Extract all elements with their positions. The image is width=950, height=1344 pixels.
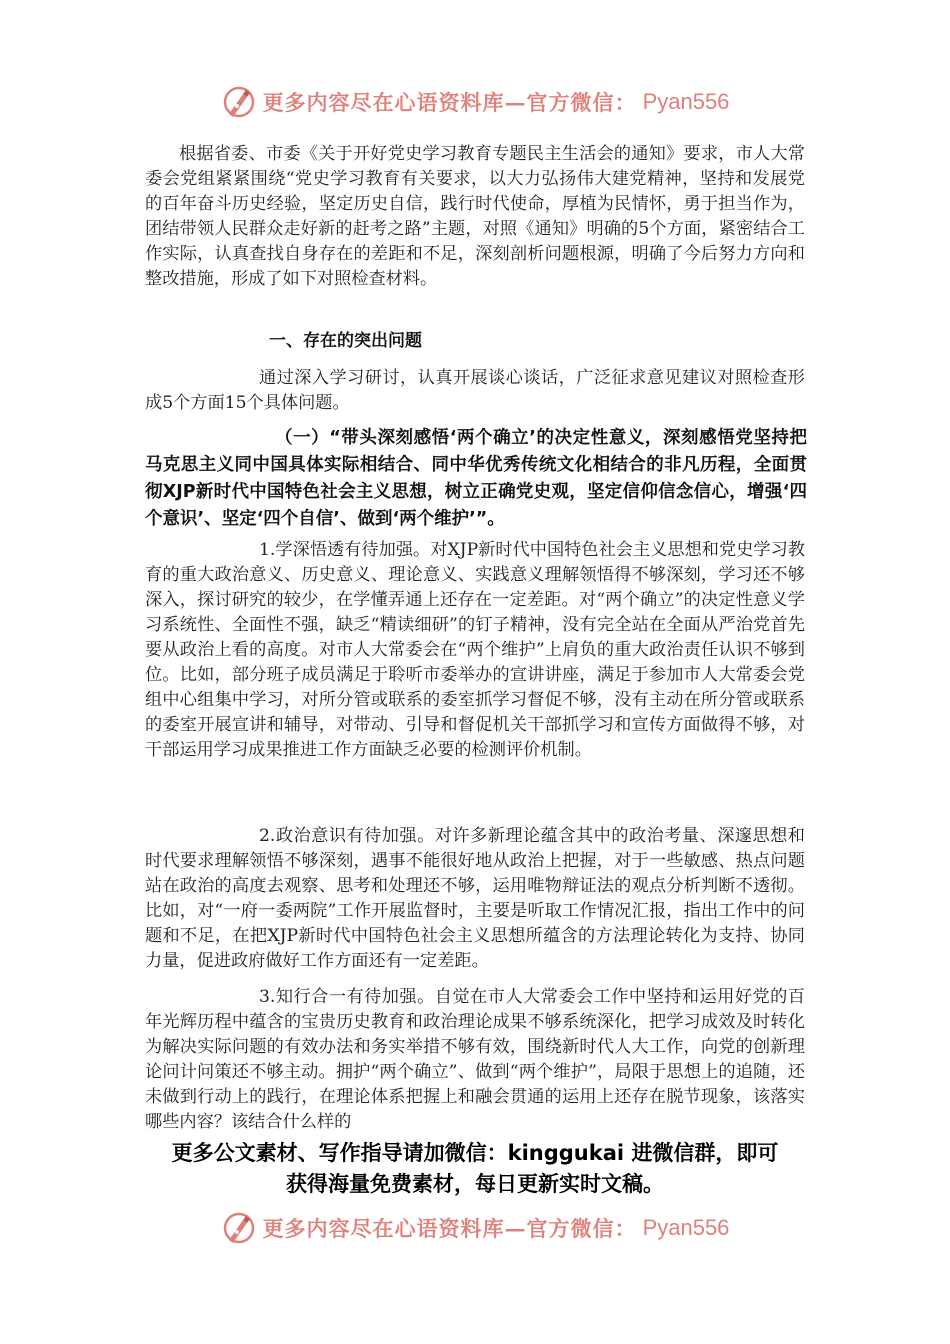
- watermark-text: 更多内容尽在心语资料库—官方微信：: [262, 1216, 637, 1241]
- watermark-footer: [0, 1208, 950, 1248]
- pen-circle-logo-icon: [221, 1210, 257, 1246]
- promo-line-1: 更多公文素材、写作指导请加微信：kinggukai 进微信群，即可: [171, 1141, 779, 1165]
- item-paragraph-1: 1.学深悟透有待加强。对XJP新时代中国特色社会主义思想和党史学习教育的重大政治意义、历史意义、理论意义、实践意义理解领悟得不够深刻，学习还不够深入，探讨研究的较少，在学懂弄通上还存在一定差距。对“两个确立”的决定性意义学习系统性、全面性不强，缺乏“精读细研”的钉子精神，没有完全站在全面从严治党首先要从政治上看的高度。对市人大常委会在“两个维护”上肩负的重大政治责任认识不够到位。比如，部分班子成员满足于聆听市委举办的宣讲讲座，满足于参加市人大常委会党组中心组集中学习，对所分管或联系的委室抓学习督促不够，没有主动在所分管或联系的委室开展宣讲和辅导，对带动、引导和督促机关干部抓学习和宣传方面做得不够，对干部运用学习成果推进工作方面缺乏必要的检测评价机制。: [145, 540, 805, 760]
- intro-paragraph: 根据省委、市委《关于开好党史学习教育专题民主生活会的通知》要求，市人大常委会党组紧紧围绕“党史学习教育有关要求，以大力弘扬伟大建党精神，坚持和发展党的百年奋斗历史经验，坚定历史自信，践行时代使命，厚植为民情怀，勇于担当作为，团结带领人民群众走好新的赶考之路”主题，对照《通知》明确的5个方面，紧密结合工作实际，认真查找自身存在的差距和不足，深刻剖析问题根源，明确了今后努力方向和整改措施，形成了如下对照检查材料。: [145, 144, 805, 289]
- subsection-heading: （一）“带头深刻感悟‘两个确立’的决定性意义，深刻感悟党坚持把马克思主义同中国具体实际相结合、同中华优秀传统文化相结合的非凡历程，全面贯彻XJP新时代中国特色社会主义思想，树立正确党史观，坚定信仰信念信心，增强‘四个意识’、坚定‘四个自信’、做到‘两个维护’”。: [145, 428, 807, 529]
- watermark-header: [0, 82, 950, 122]
- watermark-text: 更多内容尽在心语资料库—官方微信：: [262, 90, 637, 115]
- item-paragraph-2: 2.政治意识有待加强。对许多新理论蕴含其中的政治考量、深邃思想和时代要求理解领悟不够深刻，遇事不能很好地从政治上把握，对于一些敏感、热点问题站在政治的高度去观察、思考和处理还不够，运用唯物辩证法的观点分析判断不透彻。比如，对“一府一委两院”工作开展监督时，主要是听取工作情况汇报，指出工作中的问题和不足，在把XJP新时代中国特色社会主义思想所蕴含的方法理论转化为支持、协同力量，促进政府做好工作方面还有一定差距。: [145, 826, 805, 971]
- watermark-wechat-id: Pyan556: [642, 89, 730, 114]
- promo-banner: [140, 1138, 810, 1200]
- watermark-wechat-id: Pyan556: [642, 1215, 730, 1240]
- pen-circle-logo-icon: [221, 84, 257, 120]
- item-paragraph-3: 3.知行合一有待加强。自觉在市人大常委会工作中坚持和运用好党的百年光辉历程中蕴含的宝贵历史教育和政治理论成果不够系统深化，把学习成效及时转化为解决实际问题的有效办法和务实举措不够有效，围绕新时代人大工作，向党的创新理论问计问策还不够主动。拥护“两个确立”、做到“两个维护”，局限于思想上的追随，还未做到行动上的践行，在理论体系把握上和融会贯通的运用上还存在脱节现象，该落实哪些内容？该结合什么样的: [145, 987, 805, 1132]
- promo-line-2: 获得海量免费素材，每日更新实时文稿。: [286, 1172, 664, 1196]
- section-heading: 一、存在的突出问题: [269, 331, 422, 351]
- section-lead-paragraph: 通过深入学习研讨，认真开展谈心谈话，广泛征求意见建议对照检查形成5个方面15个具体问题。: [145, 368, 805, 413]
